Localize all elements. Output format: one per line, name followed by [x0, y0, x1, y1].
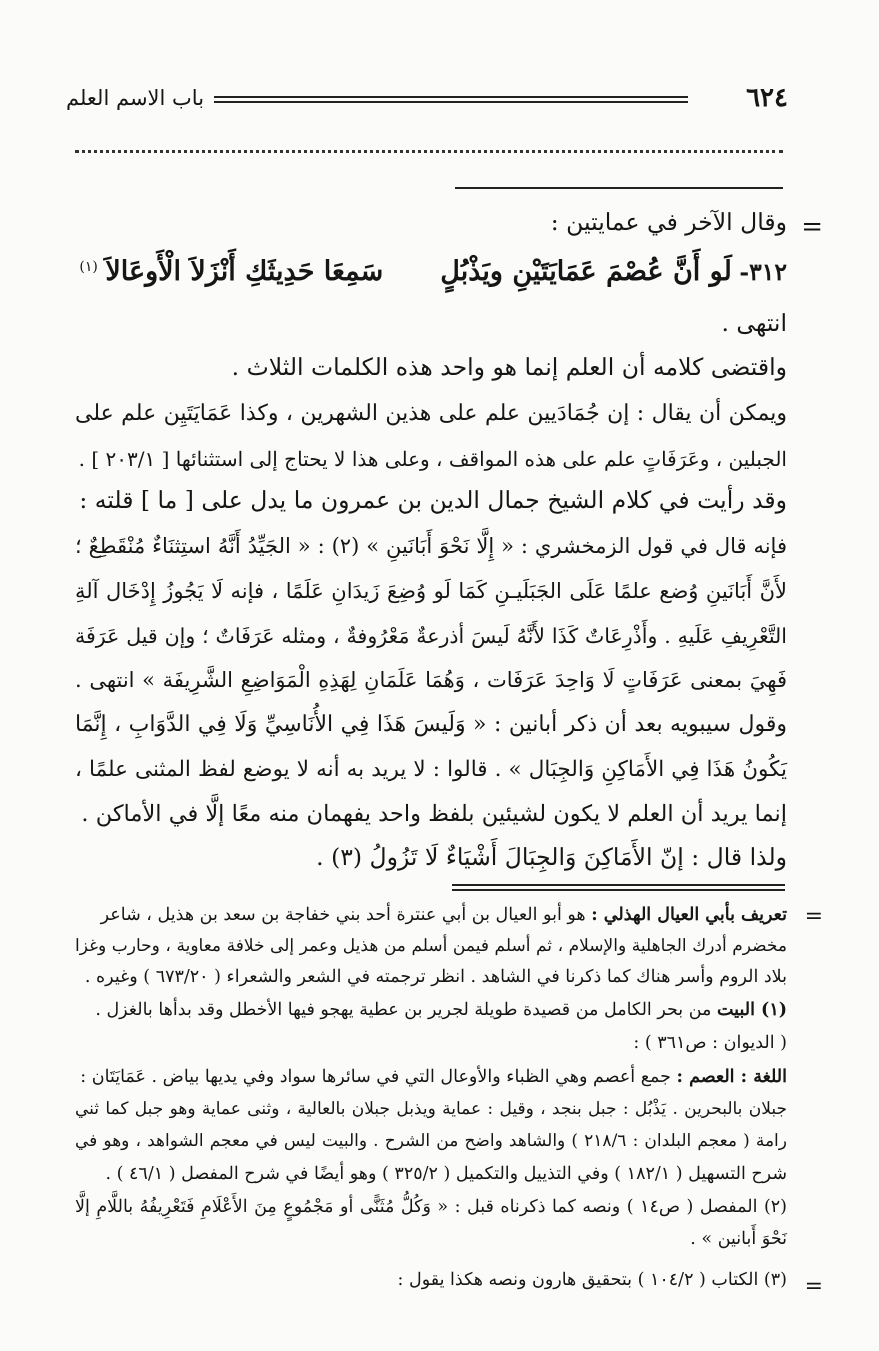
header-rule: [214, 96, 688, 103]
short-rule: [455, 187, 783, 189]
footnote-separator: [452, 884, 785, 891]
continuation-mark-footnote: =: [804, 904, 823, 929]
footnote-label: تعريف بأبي العيال الهذلي :: [591, 905, 787, 925]
dotted-separator: [75, 150, 783, 153]
verse-312: [75, 245, 787, 293]
body-line: واقتضى كلامه أن العلم إنما هو واحد هذه الكلمات الثلاث .: [231, 353, 787, 381]
body-line: انتهى .: [721, 309, 787, 337]
footnote-line: [75, 1062, 787, 1092]
continuation-mark-top: =: [801, 212, 823, 242]
body-line: وقول سيبويه بعد أن ذكر أبانين : « وَلَيسَ هَذَا فِي الأُنَاسِيِّ وَلَا فِي الدَّوَابِ ، إِنَّمَا: [75, 712, 787, 737]
page-number: ٦٢٤: [746, 83, 788, 113]
footnote-text: من بحر الكامل من قصيدة طويلة لجرير بن عطية يهجو فيها الأخطل وقد بدأها بالغزل .: [95, 1000, 712, 1020]
footnote-text: (٣) الكتاب ( ١٠٤/٢ ) بتحقيق هارون ونصه هكذا يقول :: [397, 1270, 787, 1290]
verse-number: ٣١٢-: [739, 257, 787, 286]
footnote-line: [75, 1028, 787, 1058]
footnote-line: [75, 995, 787, 1025]
body-line: إنما يريد أن العلم لا يكون لشيئين بلفظ واحد يفهمان منه معًا إلَّا في الأماكن .: [81, 801, 787, 827]
footnote-label: (١) البيت: [717, 1000, 787, 1020]
footnote-text: جبلان بالبحرين . يَذْبُل : جبل بنجد ، وقيل : عماية ويذبل جبلان بالعالية ، وثنى عماية وهو جبل كما ثني: [75, 1099, 787, 1119]
footnote-text: ( الديوان : ص٣٦١ ) :: [633, 1033, 787, 1053]
body-line: الجبلين ، وعَرَفَاتٍ علم على هذه المواقف ، وعلى هذا لا يحتاج إلى استثنائها [ ٢٠٣/١ ] .: [78, 447, 787, 471]
footnote-line: [75, 931, 787, 961]
footnote-line: [75, 1265, 787, 1295]
footnote-line: [75, 1192, 787, 1222]
footnote-line: [75, 900, 787, 930]
footnote-ref: (١): [79, 259, 98, 275]
footnote-text: هو أبو العيال بن أبي عنترة أحد بني خفاجة بن سعد بن هذيل ، شاعر: [100, 905, 586, 925]
intro-line: وقال الآخر في عمايتين :: [550, 208, 787, 236]
footnote-text: شرح التسهيل ( ١٨٢/١ ) وفي التذييل والتكميل ( ٣٢٥/٢ ) وهو أيضًا في شرح المفصل ( ٤٦/١ ) .: [105, 1164, 787, 1184]
running-title: باب الاسم العلم: [66, 86, 205, 110]
body-line: وقد رأيت في كلام الشيخ جمال الدين بن عمرون ما يدل على [ ما ] قلته :: [79, 486, 787, 514]
footnote-text: (٢) المفصل ( ص١٤ ) ونصه كما ذكرناه قبل : « وَكُلُّ مُثَنًّى أو مَجْمُوعٍ مِنَ الأَعْلَامِ فَتَعْرِيفُهُ باللَّامِ إلَّا: [75, 1197, 787, 1217]
body-line: فإنه قال في قول الزمخشري : « إِلَّا نَحْوَ أَبَانَينِ » (٢) : « الجَيِّدُ أَنَّهُ استِثنَاءٌ مُنْقَطِعٌ ؛: [75, 534, 787, 558]
body-line: فَهِيَ بمعنى عَرَفَاتٍ لَا وَاحِدَ عَرَفَات ، وَهُمَا عَلَمَانِ لِهَذِهِ الْمَوَاضِعِ الشَّرِيفَة » انتهى .: [75, 668, 787, 692]
footnote-line: [75, 1159, 787, 1189]
footnote-line: [75, 1094, 787, 1124]
footnote-text: جمع أعصم وهي الظباء والأوعال التي في سائرها سواد وفي يديها بياض . عَمَايَتَان :: [80, 1067, 671, 1087]
body-line: لأَنَّ أَبَانَينِ وُضع علمًا عَلَى الجَبَلَيـنِ كَمَا لَو وُضِعَ زَيدَانِ عَلَمًا ، فإنه لَا يَجُوزُ إِدْخَال آلةِ: [75, 579, 787, 603]
footnote-line: [75, 1224, 787, 1254]
footnote-text: نَحْوَ أَبانين » .: [690, 1229, 787, 1249]
footnote-label: اللغة : العصم :: [676, 1067, 787, 1087]
body-line: التَّعْرِيفِ عَلَيهِ . وأَذْرِعَاتٌ كَذَا لأَنَّهُ لَيسَ أذرعةٌ مَعْرُوفةٌ ، ومثله عَرَفَاتٌ ؛ وإن قيل عَرَفَة: [75, 624, 787, 648]
footnote-line: [75, 1126, 787, 1156]
footnote-text: مخضرم أدرك الجاهلية والإسلام ، ثم أسلم فيمن أسلم من هذيل وعمر إلى خلافة معاوية ، وحارب وغزا: [75, 936, 787, 956]
body-line: ويمكن أن يقال : إن جُمَادَيين علم على هذين الشهرين ، وكذا عَمَايَتَيِن علم على: [75, 401, 787, 426]
verse-second-hemistich: سَمِعَا حَدِيثَكِ أَنْزَلاَ الْأَوعَالاَ: [105, 255, 384, 287]
body-line: يَكُونُ هَذَا فِي الأَمَاكِنِ وَالجِبَال » . قالوا : لا يريد به أنه لا يوضع لفظ المثنى علمًا ،: [75, 757, 787, 782]
verse-first-hemistich: لَو أَنَّ عُصْمَ عَمَايَتَيْنِ ويَذْبُلٍ: [440, 255, 732, 287]
footnote-text: بلاد الروم وأسر هناك كما ذكرنا في الشاهد . انظر ترجمته في الشعر والشعراء ( ٦٧٣/٢٠ ) وغيره .: [84, 967, 787, 987]
footnote-line: [75, 962, 787, 992]
continuation-mark-bottom: =: [804, 1274, 823, 1299]
body-line: ولذا قال : إنّ الأَمَاكِنَ وَالجِبَالَ أَشْيَاءٌ لَا تَزُولُ (٣) .: [316, 843, 787, 871]
page-header: [66, 82, 788, 114]
footnote-text: رامة ( معجم البلدان : ٢١٨/٦ ) والشاهد واضح من الشرح . والبيت ليس في معجم الشواهد ، وهو في: [75, 1131, 787, 1151]
